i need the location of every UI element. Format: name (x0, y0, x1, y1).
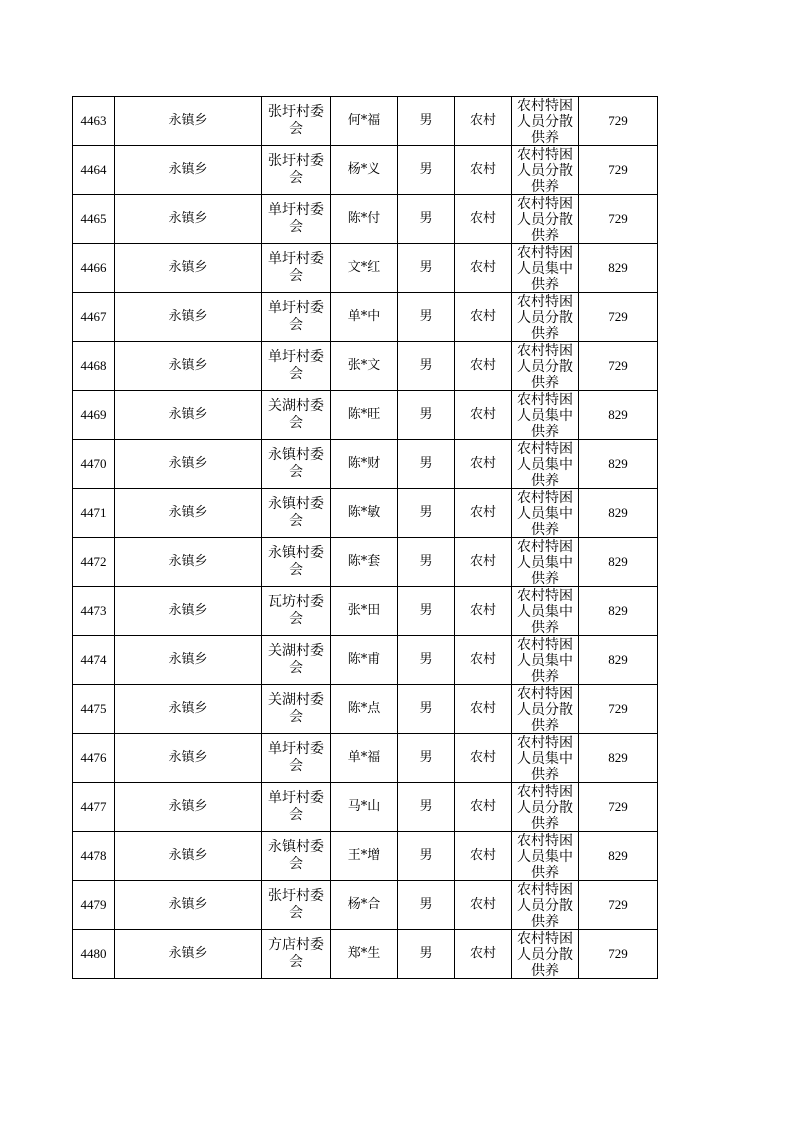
amount-cell: 729 (579, 293, 658, 342)
village-committee-cell-text: 单圩村委会 (268, 202, 324, 235)
support-category-cell-text: 农村特困人员集中供养 (517, 539, 573, 586)
person-name-cell: 杨*义 (331, 146, 398, 195)
household-type-cell: 农村 (455, 293, 512, 342)
gender-cell: 男 (398, 734, 455, 783)
support-category-cell-wrap (512, 783, 578, 831)
roster-body (73, 97, 658, 979)
support-category-cell-text: 农村特困人员分散供养 (517, 294, 573, 341)
support-category-cell-wrap (512, 244, 578, 292)
village-committee-cell-text: 瓦坊村委会 (268, 594, 324, 627)
person-name-cell: 陈*旺 (331, 391, 398, 440)
table-row (73, 97, 658, 146)
serial-number-cell: 4479 (73, 881, 115, 930)
table-row (73, 930, 658, 979)
household-type-cell: 农村 (455, 97, 512, 146)
support-category-cell-text: 农村特困人员集中供养 (517, 637, 573, 684)
village-committee-cell (262, 440, 331, 489)
village-committee-cell (262, 97, 331, 146)
person-name-cell: 文*红 (331, 244, 398, 293)
support-category-cell-wrap (512, 832, 578, 880)
support-category-cell (512, 930, 579, 979)
person-name-cell: 陈*甫 (331, 636, 398, 685)
village-committee-cell-text: 单圩村委会 (268, 349, 324, 382)
person-name-cell: 陈*敏 (331, 489, 398, 538)
support-category-cell (512, 734, 579, 783)
gender-cell: 男 (398, 587, 455, 636)
support-category-cell-wrap (512, 636, 578, 684)
table-row (73, 391, 658, 440)
support-category-cell-text: 农村特困人员集中供养 (517, 833, 573, 880)
gender-cell: 男 (398, 489, 455, 538)
person-name-cell: 郑*生 (331, 930, 398, 979)
support-category-cell-text: 农村特困人员分散供养 (517, 196, 573, 243)
amount-cell: 829 (579, 734, 658, 783)
support-category-cell-wrap (512, 489, 578, 537)
village-committee-cell (262, 587, 331, 636)
serial-number-cell: 4480 (73, 930, 115, 979)
table-row (73, 783, 658, 832)
township-cell: 永镇乡 (115, 391, 262, 440)
person-name-cell: 杨*合 (331, 881, 398, 930)
amount-cell: 829 (579, 636, 658, 685)
village-committee-cell (262, 636, 331, 685)
township-cell: 永镇乡 (115, 930, 262, 979)
support-category-cell (512, 391, 579, 440)
household-type-cell: 农村 (455, 146, 512, 195)
serial-number-cell: 4473 (73, 587, 115, 636)
gender-cell: 男 (398, 930, 455, 979)
amount-cell: 729 (579, 97, 658, 146)
gender-cell: 男 (398, 244, 455, 293)
household-type-cell: 农村 (455, 440, 512, 489)
support-category-cell (512, 244, 579, 293)
amount-cell: 729 (579, 783, 658, 832)
serial-number-cell: 4472 (73, 538, 115, 587)
household-type-cell: 农村 (455, 832, 512, 881)
serial-number-cell: 4477 (73, 783, 115, 832)
household-type-cell: 农村 (455, 734, 512, 783)
support-category-cell-text: 农村特困人员集中供养 (517, 588, 573, 635)
person-name-cell: 王*增 (331, 832, 398, 881)
gender-cell: 男 (398, 881, 455, 930)
township-cell: 永镇乡 (115, 832, 262, 881)
support-category-cell (512, 538, 579, 587)
township-cell: 永镇乡 (115, 734, 262, 783)
gender-cell: 男 (398, 636, 455, 685)
household-type-cell: 农村 (455, 587, 512, 636)
support-category-cell-text: 农村特困人员分散供养 (517, 784, 573, 831)
household-type-cell: 农村 (455, 195, 512, 244)
serial-number-cell: 4470 (73, 440, 115, 489)
support-category-cell-text: 农村特困人员集中供养 (517, 441, 573, 488)
support-category-cell (512, 195, 579, 244)
township-cell: 永镇乡 (115, 342, 262, 391)
village-committee-cell-text: 张圩村委会 (268, 104, 324, 137)
table-row (73, 538, 658, 587)
support-category-cell (512, 293, 579, 342)
amount-cell: 829 (579, 489, 658, 538)
serial-number-cell: 4469 (73, 391, 115, 440)
township-cell: 永镇乡 (115, 538, 262, 587)
table-row (73, 734, 658, 783)
table-row (73, 832, 658, 881)
support-category-cell-wrap (512, 391, 578, 439)
township-cell: 永镇乡 (115, 440, 262, 489)
household-type-cell: 农村 (455, 685, 512, 734)
village-committee-cell (262, 538, 331, 587)
table-row (73, 440, 658, 489)
amount-cell: 829 (579, 440, 658, 489)
support-category-cell (512, 636, 579, 685)
township-cell: 永镇乡 (115, 783, 262, 832)
household-type-cell: 农村 (455, 783, 512, 832)
village-committee-cell (262, 244, 331, 293)
amount-cell: 829 (579, 538, 658, 587)
village-committee-cell-text: 关湖村委会 (268, 643, 324, 676)
person-name-cell: 陈*套 (331, 538, 398, 587)
serial-number-cell: 4466 (73, 244, 115, 293)
village-committee-cell-text: 关湖村委会 (268, 692, 324, 725)
support-category-cell-text: 农村特困人员分散供养 (517, 98, 573, 145)
serial-number-cell: 4478 (73, 832, 115, 881)
support-category-cell-wrap (512, 930, 578, 978)
table-row (73, 636, 658, 685)
village-committee-cell (262, 293, 331, 342)
support-category-cell-wrap (512, 146, 578, 194)
person-name-cell: 张*田 (331, 587, 398, 636)
support-category-cell-wrap (512, 293, 578, 341)
amount-cell: 829 (579, 391, 658, 440)
village-committee-cell (262, 685, 331, 734)
support-category-cell (512, 832, 579, 881)
gender-cell: 男 (398, 195, 455, 244)
village-committee-cell (262, 342, 331, 391)
support-category-cell-wrap (512, 685, 578, 733)
support-category-cell (512, 146, 579, 195)
village-committee-cell-text: 永镇村委会 (268, 447, 324, 480)
township-cell: 永镇乡 (115, 195, 262, 244)
support-category-cell-text: 农村特困人员集中供养 (517, 490, 573, 537)
township-cell: 永镇乡 (115, 293, 262, 342)
table-row (73, 195, 658, 244)
amount-cell: 729 (579, 685, 658, 734)
household-type-cell: 农村 (455, 244, 512, 293)
support-category-cell-wrap (512, 881, 578, 929)
household-type-cell: 农村 (455, 881, 512, 930)
support-category-cell (512, 587, 579, 636)
township-cell: 永镇乡 (115, 146, 262, 195)
village-committee-cell-text: 关湖村委会 (268, 398, 324, 431)
village-committee-cell-text: 永镇村委会 (268, 839, 324, 872)
serial-number-cell: 4476 (73, 734, 115, 783)
support-category-cell-wrap (512, 587, 578, 635)
village-committee-cell (262, 195, 331, 244)
household-type-cell: 农村 (455, 538, 512, 587)
village-committee-cell-text: 方店村委会 (268, 937, 324, 970)
village-committee-cell (262, 832, 331, 881)
gender-cell: 男 (398, 391, 455, 440)
table-row (73, 146, 658, 195)
household-type-cell: 农村 (455, 391, 512, 440)
village-committee-cell (262, 783, 331, 832)
person-name-cell: 张*文 (331, 342, 398, 391)
township-cell: 永镇乡 (115, 881, 262, 930)
support-category-cell (512, 342, 579, 391)
township-cell: 永镇乡 (115, 587, 262, 636)
gender-cell: 男 (398, 538, 455, 587)
serial-number-cell: 4465 (73, 195, 115, 244)
support-category-cell-text: 农村特困人员集中供养 (517, 735, 573, 782)
support-category-cell-wrap (512, 538, 578, 586)
amount-cell: 829 (579, 832, 658, 881)
village-committee-cell-text: 永镇村委会 (268, 496, 324, 529)
household-type-cell: 农村 (455, 636, 512, 685)
village-committee-cell (262, 489, 331, 538)
support-category-cell-text: 农村特困人员分散供养 (517, 686, 573, 733)
village-committee-cell-text: 单圩村委会 (268, 790, 324, 823)
support-category-cell (512, 489, 579, 538)
gender-cell: 男 (398, 342, 455, 391)
gender-cell: 男 (398, 685, 455, 734)
support-category-cell (512, 783, 579, 832)
support-category-cell-text: 农村特困人员分散供养 (517, 931, 573, 978)
serial-number-cell: 4467 (73, 293, 115, 342)
support-category-cell-text: 农村特困人员集中供养 (517, 392, 573, 439)
table-row (73, 342, 658, 391)
gender-cell: 男 (398, 783, 455, 832)
person-name-cell: 单*中 (331, 293, 398, 342)
table-row (73, 489, 658, 538)
serial-number-cell: 4468 (73, 342, 115, 391)
gender-cell: 男 (398, 97, 455, 146)
support-category-cell-text: 农村特困人员分散供养 (517, 882, 573, 929)
amount-cell: 729 (579, 195, 658, 244)
amount-cell: 829 (579, 244, 658, 293)
person-name-cell: 单*福 (331, 734, 398, 783)
person-name-cell: 陈*付 (331, 195, 398, 244)
amount-cell: 729 (579, 930, 658, 979)
village-committee-cell (262, 734, 331, 783)
support-category-cell-wrap (512, 195, 578, 243)
person-name-cell: 陈*点 (331, 685, 398, 734)
serial-number-cell: 4464 (73, 146, 115, 195)
roster-table (72, 96, 658, 979)
serial-number-cell: 4474 (73, 636, 115, 685)
township-cell: 永镇乡 (115, 244, 262, 293)
village-committee-cell (262, 391, 331, 440)
gender-cell: 男 (398, 146, 455, 195)
support-category-cell (512, 881, 579, 930)
support-category-cell-wrap (512, 342, 578, 390)
amount-cell: 729 (579, 146, 658, 195)
village-committee-cell (262, 146, 331, 195)
serial-number-cell: 4471 (73, 489, 115, 538)
township-cell: 永镇乡 (115, 685, 262, 734)
village-committee-cell-text: 单圩村委会 (268, 300, 324, 333)
support-category-cell (512, 685, 579, 734)
amount-cell: 829 (579, 587, 658, 636)
table-row (73, 881, 658, 930)
township-cell: 永镇乡 (115, 489, 262, 538)
table-row (73, 587, 658, 636)
support-category-cell-text: 农村特困人员分散供养 (517, 147, 573, 194)
support-category-cell-wrap (512, 734, 578, 782)
support-category-cell-wrap (512, 97, 578, 145)
village-committee-cell-text: 张圩村委会 (268, 888, 324, 921)
person-name-cell: 陈*财 (331, 440, 398, 489)
household-type-cell: 农村 (455, 489, 512, 538)
household-type-cell: 农村 (455, 342, 512, 391)
support-category-cell-text: 农村特困人员分散供养 (517, 343, 573, 390)
gender-cell: 男 (398, 832, 455, 881)
amount-cell: 729 (579, 881, 658, 930)
table-row (73, 685, 658, 734)
household-type-cell: 农村 (455, 930, 512, 979)
gender-cell: 男 (398, 440, 455, 489)
support-category-cell (512, 97, 579, 146)
person-name-cell: 何*福 (331, 97, 398, 146)
serial-number-cell: 4463 (73, 97, 115, 146)
person-name-cell: 马*山 (331, 783, 398, 832)
table-row (73, 244, 658, 293)
township-cell: 永镇乡 (115, 97, 262, 146)
village-committee-cell-text: 单圩村委会 (268, 251, 324, 284)
table-row (73, 293, 658, 342)
village-committee-cell-text: 单圩村委会 (268, 741, 324, 774)
serial-number-cell: 4475 (73, 685, 115, 734)
support-category-cell-text: 农村特困人员集中供养 (517, 245, 573, 292)
gender-cell: 男 (398, 293, 455, 342)
support-category-cell (512, 440, 579, 489)
support-category-cell-wrap (512, 440, 578, 488)
village-committee-cell-text: 永镇村委会 (268, 545, 324, 578)
village-committee-cell-text: 张圩村委会 (268, 153, 324, 186)
village-committee-cell (262, 930, 331, 979)
village-committee-cell (262, 881, 331, 930)
amount-cell: 729 (579, 342, 658, 391)
township-cell: 永镇乡 (115, 636, 262, 685)
